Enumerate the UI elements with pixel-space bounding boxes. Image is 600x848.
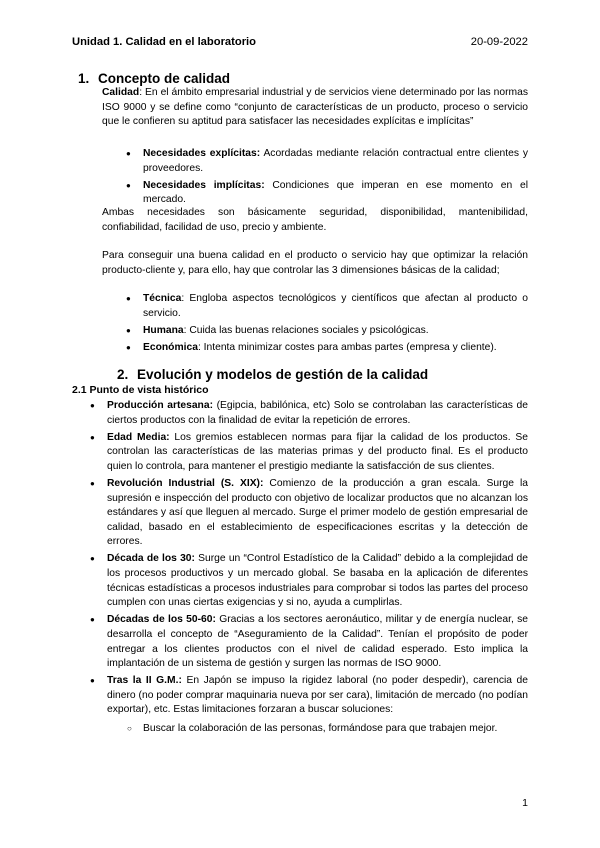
- section-2-heading: [117, 367, 428, 382]
- definition-text: : En el ámbito empresarial industrial y de servicios viene determinado por las normas ISO 9000 y se define como “conjunto de características de un producto, proceso o servicio que le confieren su aptitud para satisfacer las necesidades explícitas e implícitas”: [102, 87, 528, 128]
- history-list: [107, 399, 528, 720]
- section-2-title: Evolución y modelos de gestión de la calidad: [137, 367, 429, 382]
- history-sublist: [143, 722, 528, 739]
- header-title: Unidad 1. Calidad en el laboratorio: [72, 36, 257, 48]
- needs-list: [143, 147, 528, 210]
- list-item: ● Tras la II G.M.: En Japón se impuso la rigidez laboral (no poder despedir), carencia de dinero (no poder comprar maquinaria nueva por ser cara), limitación de mercado (no podían exportar), etc. Estas limitaciones forzaran a buscar soluciones:: [107, 674, 528, 718]
- list-item: ● Necesidades implícitas: Condiciones que imperan en ese momento en el mercado.: [143, 179, 528, 208]
- page-number: 1: [522, 797, 528, 809]
- section-1-heading: [78, 71, 230, 86]
- section-1-number: 1.: [78, 71, 90, 86]
- subsection-2-1-heading: 2.1 Punto de vista histórico: [72, 384, 209, 396]
- header-date: 20-09-2022: [470, 36, 528, 48]
- list-item: ● Década de los 30: Surge un “Control Estadístico de la Calidad” debido a la complejidad de los procesos productivos y un mercado global. Se basaba en la aplicación de diferentes técnicas estadísticas a procesos industriales para comprobar si todos las partes del proceso cumplen con unas ciertas exigencias y si no, ayuda a cumplirlas.: [107, 552, 528, 610]
- list-item: ● Décadas de los 50-60: Gracias a los sectores aeronáutico, militar y de energía nuclear, se desarrolla el concepto de “Aseguramiento de la Calidad”. Tenían el propósito de poder entregar a los clientes productos con el nivel de calidad esperado. Esto implica la implantación de un sistema de gestión y surgen las normas de ISO 9000.: [107, 613, 528, 671]
- list-item: ● Humana: Cuida las buenas relaciones sociales y psicológicas.: [143, 324, 528, 339]
- page-header: [72, 36, 528, 52]
- list-item: ● Producción artesana: (Egipcia, babilónica, etc) Solo se controlaban las características de ciertos productos con la finalidad de evitar la repetición de errores.: [107, 399, 528, 428]
- needs-summary-paragraph: Ambas necesidades son básicamente seguridad, disponibilidad, mantenibilidad, confiabilidad, facilidad de uso, precio y ambiente.: [102, 207, 528, 233]
- list-item: ● Edad Media: Los gremios establecen normas para fijar la calidad de los productos. Se controlan las características de las materias primas y del producto final. Es el producto quien lo controla, para mantener el prestigio mediante la satisfacción de sus clientes.: [107, 431, 528, 475]
- section-1-title: Concepto de calidad: [98, 71, 231, 86]
- list-item: ● Técnica: Engloba aspectos tecnológicos y científicos que afectan al producto o servicio.: [143, 292, 528, 321]
- list-item: ● Necesidades explícitas: Acordadas mediante relación contractual entre clientes y proveedores.: [143, 147, 528, 176]
- dimensions-list: [143, 292, 528, 358]
- dimensions-intro-paragraph: Para conseguir una buena calidad en el producto o servicio hay que optimizar la relación producto-cliente y, para ello, hay que controlar las 3 dimensiones básicas de la calidad;: [102, 250, 528, 276]
- list-item: ● Económica: Intenta minimizar costes para ambas partes (empresa y cliente).: [143, 341, 528, 356]
- definition-paragraph: [102, 86, 528, 130]
- list-item: ○ Buscar la colaboración de las personas, formándose para que trabajen mejor.: [143, 722, 528, 737]
- section-2-number: 2.: [117, 367, 129, 382]
- definition-term: Calidad: [102, 87, 140, 98]
- list-item: ● Revolución Industrial (S. XIX): Comienzo de la producción a gran escala. Surge la supresión e inspección del producto con objetivo de localizar productos que no alcanzan los estándares y así que lleguen al mercado. Surge el primer modelo de gestión empresarial de calidad, basado en el establecimiento de especificaciones escritas y la detección de errores.: [107, 477, 528, 550]
